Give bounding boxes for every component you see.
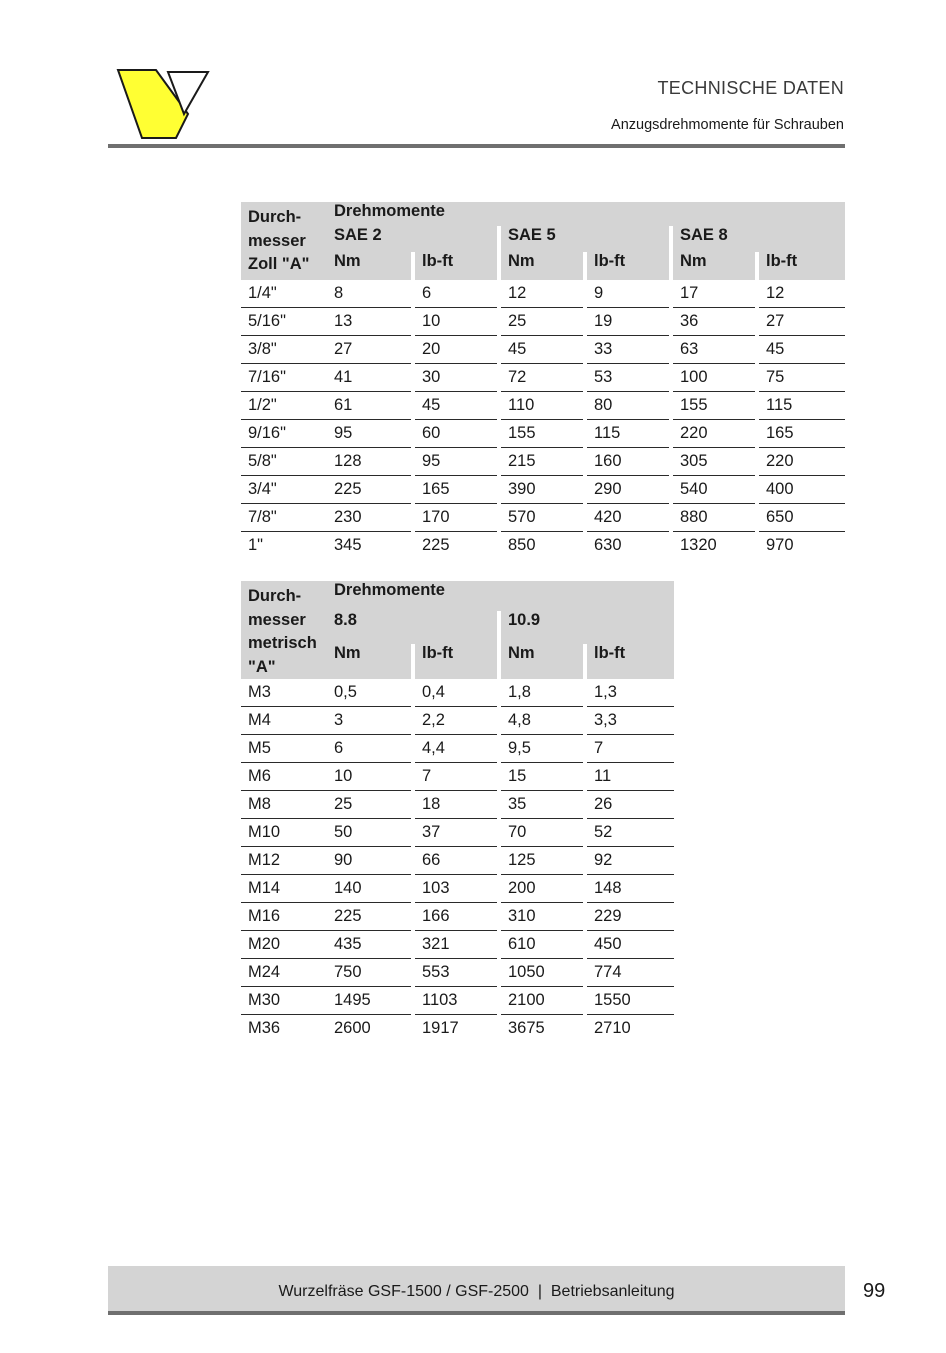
torque-value-cell: 36 [671, 308, 757, 336]
torque-value-cell: 9,5 [499, 735, 585, 763]
diameter-cell: M6 [241, 763, 327, 791]
torque-value-cell: 1,8 [499, 679, 585, 707]
torque-value-cell: 2710 [585, 1015, 674, 1043]
table-row [241, 504, 845, 532]
torque-value-cell: 27 [757, 308, 845, 336]
torque-value-cell: 750 [327, 959, 413, 987]
torque-value-cell: 17 [671, 280, 757, 308]
torque-value-cell: 225 [413, 532, 499, 560]
torque-value-cell: 170 [413, 504, 499, 532]
torque-value-cell: 11 [585, 763, 674, 791]
unit-header: lb-ft [585, 644, 674, 679]
table-row [241, 679, 674, 707]
table-row [241, 735, 674, 763]
diameter-cell: M4 [241, 707, 327, 735]
diameter-cell: M24 [241, 959, 327, 987]
torque-value-cell: 970 [757, 532, 845, 560]
diameter-cell: M8 [241, 791, 327, 819]
torque-value-cell: 20 [413, 336, 499, 364]
torque-value-cell: 10 [327, 763, 413, 791]
grade-header: 8.8 [327, 611, 499, 644]
diameter-cell: 3/8" [241, 336, 327, 364]
diameter-cell: 1" [248, 536, 264, 554]
torque-value-cell: 60 [413, 420, 499, 448]
torque-value-cell: 850 [499, 532, 585, 560]
grade-header: SAE 8 [671, 226, 845, 252]
torque-value-cell: 125 [499, 847, 585, 875]
torque-value-cell: 220 [671, 420, 757, 448]
torque-value-cell: 310 [499, 903, 585, 931]
torque-table-inch-body [241, 280, 845, 559]
torque-value-cell: 33 [585, 336, 671, 364]
torque-header: Drehmomente [327, 202, 845, 226]
torque-value-cell: 13 [327, 308, 413, 336]
torque-value-cell: 50 [327, 819, 413, 847]
torque-value-cell: 115 [585, 420, 671, 448]
unit-header: Nm [327, 252, 413, 280]
torque-value-cell: 1,3 [585, 679, 674, 707]
unit-header: Nm [499, 252, 585, 280]
diameter-header: Durch-messer Zoll "A" [241, 202, 327, 280]
torque-value-cell: 12 [757, 280, 845, 308]
table-row [241, 392, 845, 420]
table-row [241, 336, 845, 364]
torque-table-inch [241, 202, 845, 559]
table-row [241, 791, 674, 819]
company-logo [110, 62, 212, 140]
table-row [241, 987, 674, 1015]
diameter-cell: M30 [241, 987, 327, 1015]
unit-header: lb-ft [413, 252, 499, 280]
torque-value-cell: 63 [671, 336, 757, 364]
torque-value-cell: 7 [585, 735, 674, 763]
diameter-cell: 5/16" [241, 308, 327, 336]
torque-value-cell: 225 [327, 903, 413, 931]
torque-value-cell: 160 [585, 448, 671, 476]
torque-value-cell: 321 [413, 931, 499, 959]
torque-value-cell: 650 [757, 504, 845, 532]
torque-value-cell: 435 [327, 931, 413, 959]
table-row [241, 420, 845, 448]
torque-table-metric-body [241, 679, 674, 1042]
torque-value-cell: 2600 [334, 1019, 371, 1037]
table-row [241, 847, 674, 875]
torque-value-cell: 0,5 [327, 679, 413, 707]
torque-value-cell: 2100 [499, 987, 585, 1015]
torque-value-cell: 1917 [413, 1015, 499, 1043]
diameter-cell: 3/4" [241, 476, 327, 504]
torque-value-cell: 25 [327, 791, 413, 819]
torque-value-cell: 45 [413, 392, 499, 420]
torque-value-cell: 72 [499, 364, 585, 392]
diameter-cell: 7/16" [241, 364, 327, 392]
unit-header: Nm [671, 252, 757, 280]
torque-value-cell: 66 [413, 847, 499, 875]
torque-value-cell: 420 [585, 504, 671, 532]
torque-value-cell: 92 [585, 847, 674, 875]
torque-value-cell: 18 [413, 791, 499, 819]
torque-value-cell: 100 [671, 364, 757, 392]
page-number: 99 [863, 1280, 886, 1302]
torque-value-cell: 26 [585, 791, 674, 819]
torque-value-cell: 95 [413, 448, 499, 476]
diameter-cell: M16 [241, 903, 327, 931]
diameter-cell: M12 [241, 847, 327, 875]
diameter-cell: 1/2" [241, 392, 327, 420]
torque-value-cell: 61 [327, 392, 413, 420]
section-title: TECHNISCHE DATEN [657, 78, 844, 98]
torque-value-cell: 220 [757, 448, 845, 476]
section-subtitle: Anzugsdrehmomente für Schrauben [611, 117, 844, 133]
torque-value-cell: 610 [499, 931, 585, 959]
diameter-cell: M36 [248, 1019, 281, 1037]
torque-value-cell: 95 [327, 420, 413, 448]
diameter-cell: M3 [241, 679, 327, 707]
torque-value-cell: 880 [671, 504, 757, 532]
diameter-cell: M20 [241, 931, 327, 959]
torque-value-cell: 1320 [671, 532, 757, 560]
torque-value-cell: 540 [671, 476, 757, 504]
table-row [241, 532, 845, 560]
torque-value-cell: 1495 [327, 987, 413, 1015]
torque-value-cell: 155 [671, 392, 757, 420]
torque-value-cell: 1103 [413, 987, 499, 1015]
torque-value-cell: 230 [327, 504, 413, 532]
torque-value-cell: 6 [327, 735, 413, 763]
torque-value-cell: 8 [327, 280, 413, 308]
torque-value-cell: 45 [757, 336, 845, 364]
torque-value-cell: 165 [757, 420, 845, 448]
grade-header: 10.9 [499, 611, 674, 644]
torque-value-cell: 19 [585, 308, 671, 336]
header-divider [108, 144, 845, 148]
torque-value-cell: 0,4 [413, 679, 499, 707]
torque-value-cell: 30 [413, 364, 499, 392]
grade-header: SAE 5 [499, 226, 671, 252]
torque-value-cell: 80 [585, 392, 671, 420]
torque-value-cell: 15 [499, 763, 585, 791]
table-row [241, 903, 674, 931]
torque-value-cell: 110 [499, 392, 585, 420]
table-row [241, 819, 674, 847]
unit-header: lb-ft [413, 644, 499, 679]
unit-header: lb-ft [585, 252, 671, 280]
table-row [241, 959, 674, 987]
torque-value-cell: 7 [413, 763, 499, 791]
torque-value-cell: 2,2 [413, 707, 499, 735]
table-row [241, 308, 845, 336]
diameter-cell: M14 [241, 875, 327, 903]
diameter-cell: 9/16" [241, 420, 327, 448]
diameter-cell: 1/4" [241, 280, 327, 308]
footer-text: Wurzelfräse GSF-1500 / GSF-2500 | Betriebsanleitung [278, 1283, 675, 1300]
diameter-header: Durch-messer metrisch "A" [241, 581, 327, 679]
torque-value-cell: 290 [585, 476, 671, 504]
torque-value-cell: 345 [334, 536, 362, 554]
grade-header: SAE 2 [327, 226, 499, 252]
torque-value-cell: 45 [499, 336, 585, 364]
torque-value-cell: 570 [499, 504, 585, 532]
unit-header: Nm [327, 644, 413, 679]
unit-header: Nm [499, 644, 585, 679]
torque-value-cell: 165 [413, 476, 499, 504]
torque-value-cell: 75 [757, 364, 845, 392]
torque-value-cell: 148 [585, 875, 674, 903]
torque-value-cell: 155 [499, 420, 585, 448]
torque-value-cell: 103 [413, 875, 499, 903]
table-row [241, 931, 674, 959]
diameter-cell: M10 [241, 819, 327, 847]
torque-value-cell: 553 [413, 959, 499, 987]
torque-value-cell: 400 [757, 476, 845, 504]
torque-value-cell: 52 [585, 819, 674, 847]
torque-value-cell: 12 [499, 280, 585, 308]
footer-divider [108, 1311, 845, 1315]
torque-value-cell: 1050 [499, 959, 585, 987]
torque-value-cell: 450 [585, 931, 674, 959]
torque-value-cell: 115 [757, 392, 845, 420]
torque-value-cell: 37 [413, 819, 499, 847]
diameter-cell: 7/8" [241, 504, 327, 532]
table-row [241, 448, 845, 476]
torque-header: Drehmomente [327, 581, 674, 611]
torque-value-cell: 10 [413, 308, 499, 336]
torque-value-cell: 6 [413, 280, 499, 308]
torque-value-cell: 25 [499, 308, 585, 336]
torque-value-cell: 41 [327, 364, 413, 392]
torque-value-cell: 128 [327, 448, 413, 476]
table-row [241, 707, 674, 735]
torque-value-cell: 1550 [585, 987, 674, 1015]
diameter-cell: M5 [241, 735, 327, 763]
torque-value-cell: 53 [585, 364, 671, 392]
table-row [241, 763, 674, 791]
torque-value-cell: 225 [327, 476, 413, 504]
torque-table-metric [241, 581, 674, 1042]
table-row [241, 364, 845, 392]
table-row [241, 875, 674, 903]
torque-value-cell: 27 [327, 336, 413, 364]
diameter-cell: 5/8" [241, 448, 327, 476]
torque-value-cell: 70 [499, 819, 585, 847]
torque-value-cell: 305 [671, 448, 757, 476]
torque-value-cell: 9 [585, 280, 671, 308]
torque-value-cell: 35 [499, 791, 585, 819]
torque-value-cell: 166 [413, 903, 499, 931]
torque-value-cell: 630 [585, 532, 671, 560]
torque-value-cell: 3 [327, 707, 413, 735]
torque-value-cell: 215 [499, 448, 585, 476]
torque-value-cell: 90 [327, 847, 413, 875]
table-row [241, 476, 845, 504]
torque-value-cell: 4,4 [413, 735, 499, 763]
torque-value-cell: 200 [499, 875, 585, 903]
torque-value-cell: 4,8 [499, 707, 585, 735]
torque-value-cell: 3,3 [585, 707, 674, 735]
torque-value-cell: 390 [499, 476, 585, 504]
table-row [241, 280, 845, 308]
torque-value-cell: 3675 [499, 1015, 585, 1043]
table-row [241, 1015, 674, 1043]
unit-header: lb-ft [757, 252, 845, 280]
torque-value-cell: 229 [585, 903, 674, 931]
torque-value-cell: 774 [585, 959, 674, 987]
torque-value-cell: 140 [327, 875, 413, 903]
